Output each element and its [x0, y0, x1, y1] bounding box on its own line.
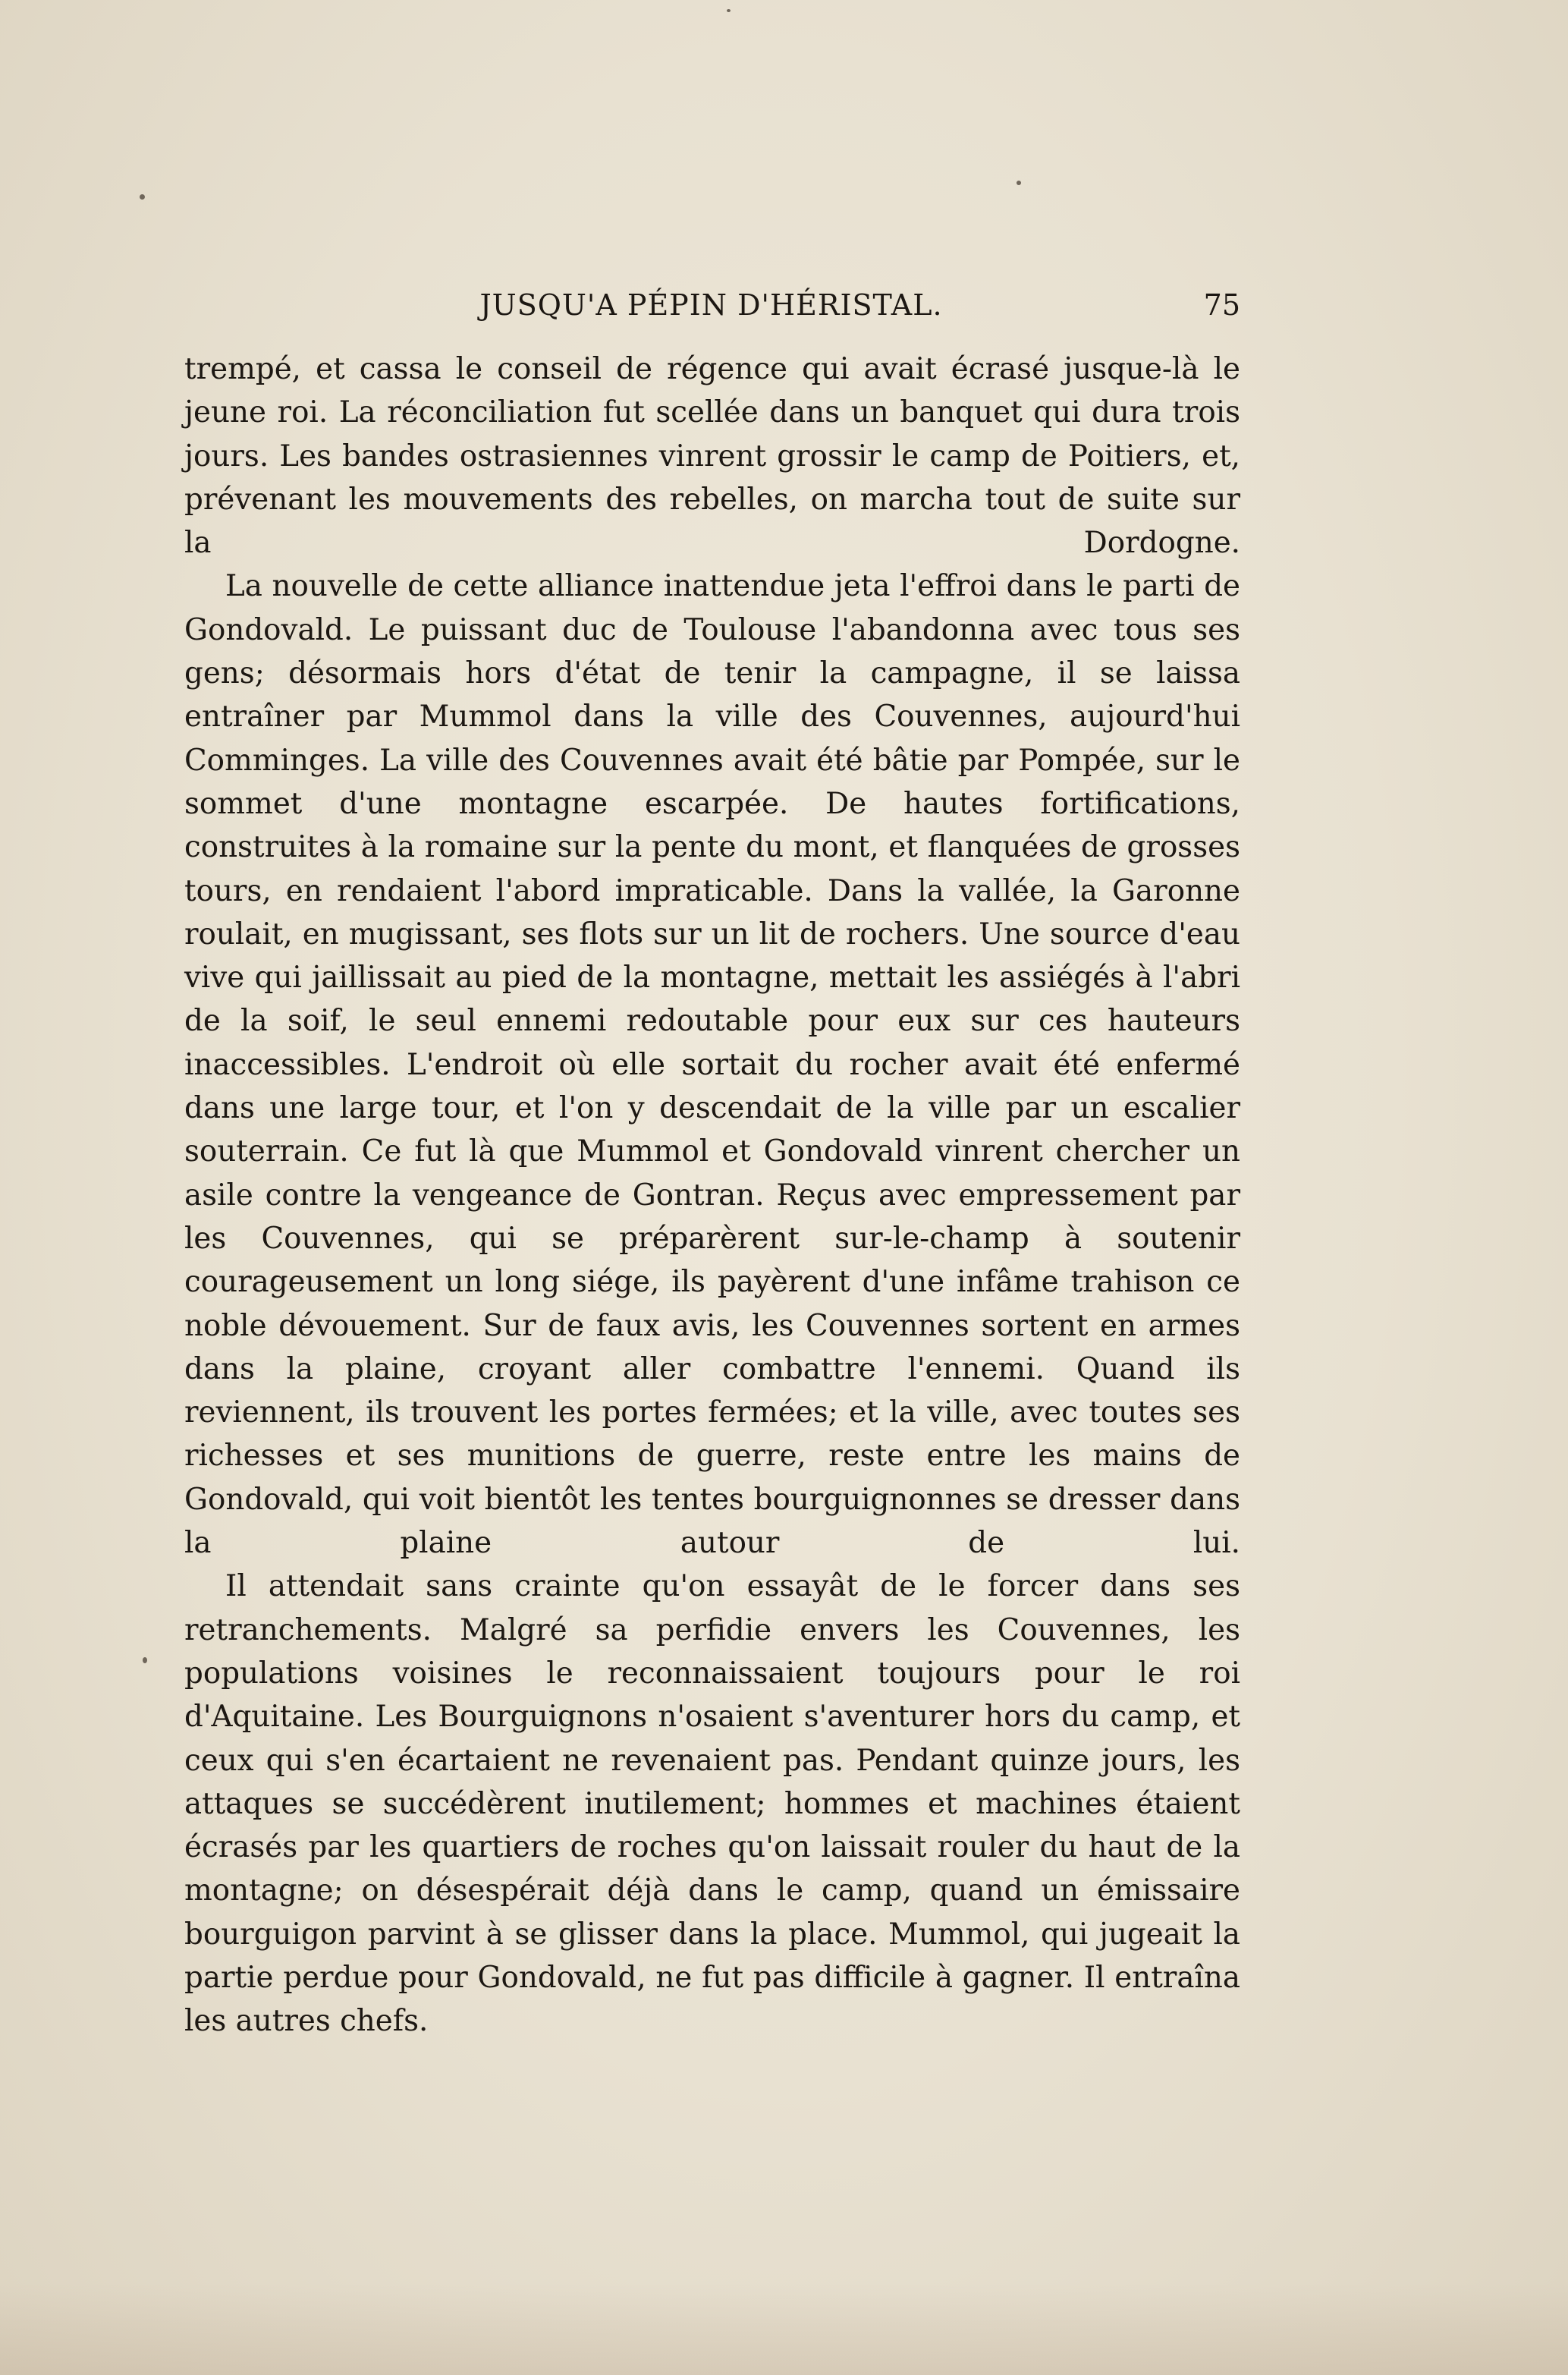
paragraph-2: La nouvelle de cette alliance inattendue jeta l'effroi dans le parti de Gondovald. Le puissant duc de Toulouse l'abandonna avec tous ses gens; désormais hors d'état de tenir la campagne, il se laissa entraîner par Mummol dans la ville des Couvennes, aujourd'hui Comminges. La ville des Couvennes avait été bâtie par Pompée, sur le sommet d'une montagne escarpée. De hautes fortifications, construites à la romaine sur la pente du mont, et flanquées de grosses tours, en rendaient l'abord impraticable. Dans la vallée, la Garonne roulait, en mugissant, ses flots sur un lit de rochers. Une source d'eau vive qui jaillissait au pied de la montagne, mettait les assiégés à l'abri de la soif, le seul ennemi redoutable pour eux sur ces hauteurs inaccessibles. L'endroit où elle sortait du rocher avait été enfermé dans une large tour, et l'on y descendait de la ville par un escalier souterrain. Ce fut là que Mummol et Gondovald vinrent chercher un asile contre la vengeance de Gontran. Reçus avec empressement par les Couvennes, qui se préparèrent sur-le-champ à soutenir courageusement un long siége, ils payèrent d'une infâme trahison ce noble dévouement. Sur de faux avis, les Couvennes sortent en armes dans la plaine, croyant aller combattre l'ennemi. Quand ils reviennent, ils trouvent les portes fermées; et la ville, avec toutes ses richesses et ses munitions de guerre, reste entre les mains de Gondovald, qui voit bientôt les tentes bourguignonnes se dresser dans la plaine autour de lui. — [184, 569, 1240, 1561]
running-head: JUSQU'A PÉPIN D'HÉRISTAL. — [479, 288, 943, 322]
paper-speck — [727, 9, 731, 12]
page-header — [182, 282, 1240, 328]
paragraph-1: trempé, et cassa le conseil de régence qui avait écrasé jusque-là le jeune roi. La réconciliation fut scellée dans un banquet qui dura trois jours. Les bandes ostrasiennes vinrent grossir le camp de Poitiers, et, prévenant les mouvements des rebelles, on marcha tout de suite sur la Dordogne. — [184, 352, 1240, 561]
paragraph-3: Il attendait sans crainte qu'on essayât de le forcer dans ses retranchements. Malgré sa perfidie envers les Couvennes, les populations voisines le reconnaissaient toujours pour le roi d'Aquitaine. Les Bourguignons n'osaient s'aventurer hors du camp, et ceux qui s'en écartaient ne revenaient pas. Pendant quinze jours, les attaques se succédèrent inutilement; hommes et machines étaient écrasés par les quartiers de roches qu'on laissait rouler du haut de la montagne; on désespérait déjà dans le camp, quand un émissaire bourguigon parvint à se glisser dans la place. Mummol, qui jugeait la partie perdue pour Gondovald, ne fut pas difficile à gagner. Il entraîna les autres chefs. — [184, 1569, 1240, 2039]
page-number: 75 — [1203, 288, 1240, 322]
body-text — [184, 348, 1240, 2043]
paper-speck — [143, 1657, 147, 1663]
paper-speck — [1017, 181, 1021, 185]
paper-speck — [140, 194, 145, 200]
